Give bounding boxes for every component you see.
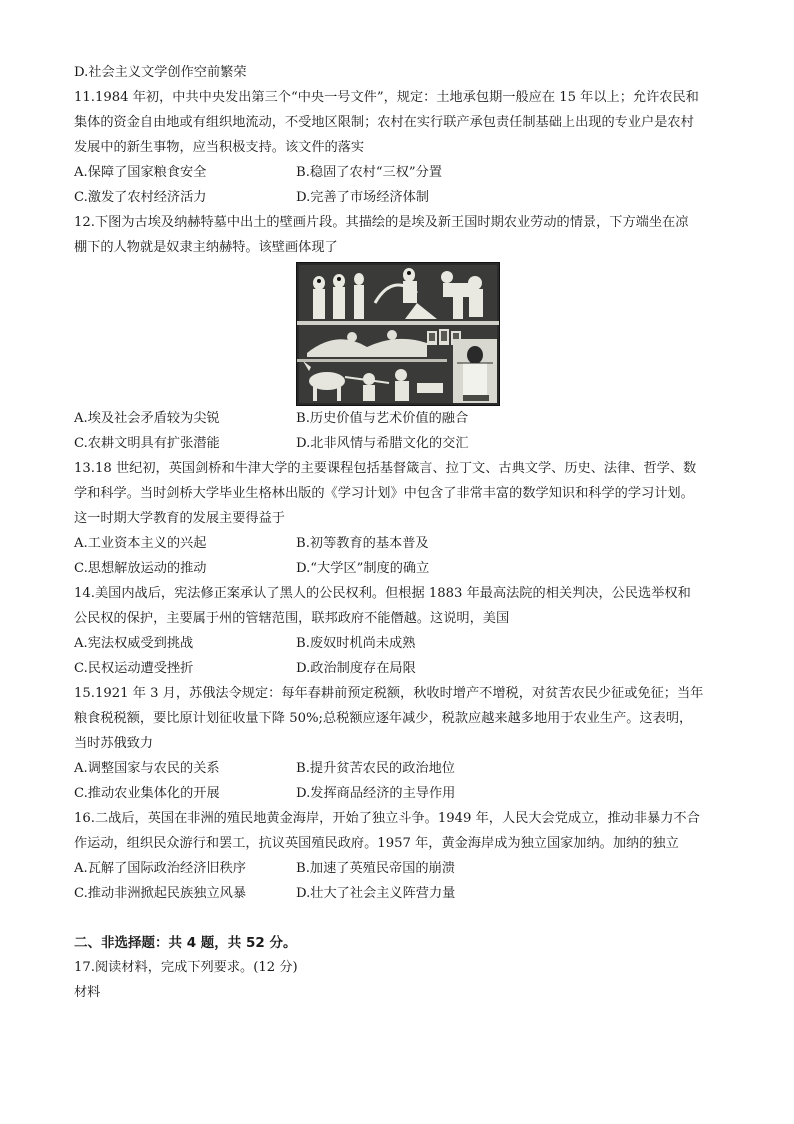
- q12-option-d: D.北非风情与希腊文化的交汇: [296, 436, 469, 451]
- q12-stem-line-2: 棚下的人物就是奴隶主纳赫特。该壁画体现了: [74, 240, 338, 255]
- q15-stem-line-3: 当时苏俄致力: [74, 736, 154, 751]
- q12-stem-line-1: 12.下图为古埃及纳赫特墓中出土的壁画片段。其描绘的是埃及新王国时期农业劳动的情景，下方端坐在凉: [74, 215, 689, 230]
- q11-option-b: B.稳固了农村“三权”分置: [296, 165, 443, 180]
- q15-stem-line-1: 15.1921 年 3 月，苏俄法令规定：每年春耕前预定税额，秋收时增产不增税，对贫苦农民少征或免征；当年: [74, 686, 704, 701]
- q14-option-a: A.宪法权威受到挑战: [74, 636, 194, 651]
- q16-option-a: A.瓦解了国际政治经济旧秩序: [74, 861, 246, 876]
- q13-option-b: B.初等教育的基本普及: [296, 536, 429, 551]
- q11-stem-line-2: 集体的资金自由地或有组织地流动，不受地区限制；农村在实行联产承包责任制基础上出现的专业户是农村: [74, 115, 694, 130]
- egyptian-mural-image: [296, 262, 500, 406]
- q10-option-d: D.社会主义文学创作空前繁荣: [74, 65, 247, 80]
- q11-option-a: A.保障了国家粮食安全: [74, 165, 207, 180]
- q16-option-b: B.加速了英殖民帝国的崩溃: [296, 861, 455, 876]
- q13-option-a: A.工业资本主义的兴起: [74, 536, 207, 551]
- q13-stem-line-3: 这一时期大学教育的发展主要得益于: [74, 511, 285, 526]
- mural-illustration: [297, 263, 499, 405]
- q16-stem-line-1: 16.二战后，英国在非洲的殖民地黄金海岸，开始了独立斗争。1949 年，人民大会党成立，推动非暴力不合: [74, 811, 700, 826]
- q17-prompt: 17.阅读材料，完成下列要求。(12 分): [74, 960, 298, 975]
- q12-option-a: A.埃及社会矛盾较为尖锐: [74, 411, 220, 426]
- q15-option-d: D.发挥商品经济的主导作用: [296, 786, 456, 801]
- q11-stem-line-1: 11.1984 年初，中共中央发出第三个“中央一号文件”，规定：土地承包期一般应在 15 年以上；允许农民和: [74, 90, 699, 105]
- q14-stem-line-2: 公民权的保护，主要属于州的管辖范围，联邦政府不能僭越。这说明，美国: [74, 611, 510, 626]
- q15-option-a: A.调整国家与农民的关系: [74, 761, 220, 776]
- q11-stem-line-3: 发展中的新生事物，应当积极支持。该文件的落实: [74, 140, 365, 155]
- q12-option-c: C.农耕文明具有扩张潜能: [74, 436, 220, 451]
- section-2-heading: 二、非选择题：共 4 题，共 52 分。: [74, 935, 297, 951]
- q16-stem-line-2: 作运动，组织民众游行和罢工，抗议英国殖民政府。1957 年，黄金海岸成为独立国家加纳。加纳的独立: [74, 836, 679, 851]
- q16-option-d: D.壮大了社会主义阵营力量: [296, 886, 456, 901]
- q11-option-d: D.完善了市场经济体制: [296, 190, 429, 205]
- q14-option-b: B.废奴时机尚未成熟: [296, 636, 416, 651]
- q12-option-b: B.历史价值与艺术价值的融合: [296, 411, 469, 426]
- q14-stem-line-1: 14.美国内战后，宪法修正案承认了黑人的公民权利。但根据 1883 年最高法院的相关判决，公民选举权和: [74, 586, 691, 601]
- q14-option-c: C.民权运动遭受挫折: [74, 661, 194, 676]
- q13-option-d: D.“大学区”制度的确立: [296, 561, 430, 576]
- q16-option-c: C.推动非洲掀起民族独立风暴: [74, 886, 247, 901]
- q15-option-b: B.提升贫苦农民的政治地位: [296, 761, 455, 776]
- q13-option-c: C.思想解放运动的推动: [74, 561, 207, 576]
- q13-stem-line-1: 13.18 世纪初，英国剑桥和牛津大学的主要课程包括基督箴言、拉丁文、古典文学、历史、法律、哲学、数: [74, 461, 697, 476]
- q15-option-c: C.推动农业集体化的开展: [74, 786, 220, 801]
- q14-option-d: D.政治制度存在局限: [296, 661, 416, 676]
- q13-stem-line-2: 学和科学。当时剑桥大学毕业生格林出版的《学习计划》中包含了非常丰富的数学知识和科学的学习计划。: [74, 486, 694, 501]
- q11-option-c: C.激发了农村经济活力: [74, 190, 207, 205]
- q15-stem-line-2: 粮食税税额，要比原计划征收量下降 50%;总税额应逐年减少，税款应越来越多地用于农业生产。这表明，: [74, 711, 693, 726]
- material-label: 材料: [74, 985, 101, 1000]
